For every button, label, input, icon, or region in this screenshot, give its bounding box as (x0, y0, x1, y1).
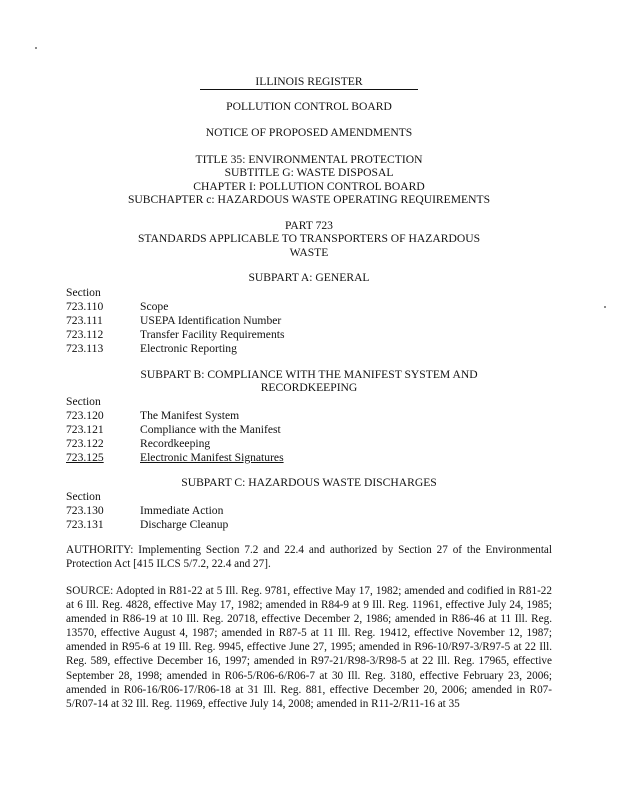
subtitle-line: SUBTITLE G: WASTE DISPOSAL (224, 166, 394, 179)
chapter-line: CHAPTER I: POLLUTION CONTROL BOARD (193, 180, 425, 193)
scan-speck (35, 47, 37, 49)
toc-row: 723.110 Scope (66, 300, 169, 313)
authority-paragraph: AUTHORITY: Implementing Section 7.2 and 22.4 and authorized by Section 27 of the Environmental Protection Act [415 ILCS 5/7.2, 22.4 and 27]. (66, 544, 552, 571)
register-header: ILLINOIS REGISTER (200, 75, 417, 90)
source-paragraph: SOURCE: Adopted in R81-22 at 5 Ill. Reg. 9781, effective May 17, 1982; amended and codified in R81-22 at 6 Ill. Reg. 4828, effective May 17, 1982; amended in R84-9 at 9 Ill. Reg. 11961, effective July 24, 1985; amended in R86-19 at 10 Ill. Reg. 20718, effective December 2, 1986; amended in R86-46 at 11 Ill. Reg. 13570, effective August 4, 1987; amended in R87-5 at 11 Ill. Reg. 19412, effective November 12, 1987; amended in R95-6 at 19 Ill. Reg. 9945, effective June 27, 1995; amended in R96-10/R97-3/R97-5 at 22 Ill. Reg. 589, effective December 16, 1997; amended in R97-21/R98-3/R98-5 at 22 Ill. Reg. 17965, effective September 28, 1998; amended in R06-5/R06-6/R06-7 at 30 Ill. Reg. 3180, effective February 23, 2006; amended in R06-16/R06-17/R06-18 at 31 Ill. Reg. 881, effective December 20, 2006; amended in R07-5/R07-14 at 32 Ill. Reg. 11969, effective July 14, 2008; amended in R11-2/R11-16 at 35 (66, 585, 552, 710)
section-label: Section (66, 490, 101, 503)
scan-speck (604, 306, 606, 308)
toc-row: 723.120 The Manifest System (66, 409, 240, 422)
board-name: POLLUTION CONTROL BOARD (226, 100, 392, 113)
toc-row-added: 723.125 Electronic Manifest Signatures (66, 451, 284, 464)
part-number: PART 723 (285, 219, 333, 232)
part-title-line2: WASTE (289, 246, 329, 259)
subpart-c-heading: SUBPART C: HAZARDOUS WASTE DISCHARGES (181, 476, 437, 489)
subpart-b-heading-line1: SUBPART B: COMPLIANCE WITH THE MANIFEST SYSTEM AND (140, 368, 478, 381)
section-label: Section (66, 395, 101, 408)
subpart-b-heading-line2: RECORDKEEPING (260, 381, 358, 394)
section-label: Section (66, 286, 101, 299)
notice-title: NOTICE OF PROPOSED AMENDMENTS (205, 126, 413, 139)
toc-row: 723.111 USEPA Identification Number (66, 314, 282, 327)
subpart-a-heading: SUBPART A: GENERAL (248, 271, 370, 284)
toc-row: 723.121 Compliance with the Manifest (66, 423, 281, 436)
toc-row: 723.122 Recordkeeping (66, 437, 211, 450)
toc-row: 723.112 Transfer Facility Requirements (66, 328, 285, 341)
toc-row: 723.113 Electronic Reporting (66, 342, 237, 355)
title-line: TITLE 35: ENVIRONMENTAL PROTECTION (195, 153, 423, 166)
toc-row: 723.130 Immediate Action (66, 504, 224, 517)
part-title-line1: STANDARDS APPLICABLE TO TRANSPORTERS OF HAZARDOUS (137, 232, 481, 245)
toc-row: 723.131 Discharge Cleanup (66, 518, 229, 531)
subchapter-line: SUBCHAPTER c: HAZARDOUS WASTE OPERATING REQUIREMENTS (127, 193, 491, 206)
